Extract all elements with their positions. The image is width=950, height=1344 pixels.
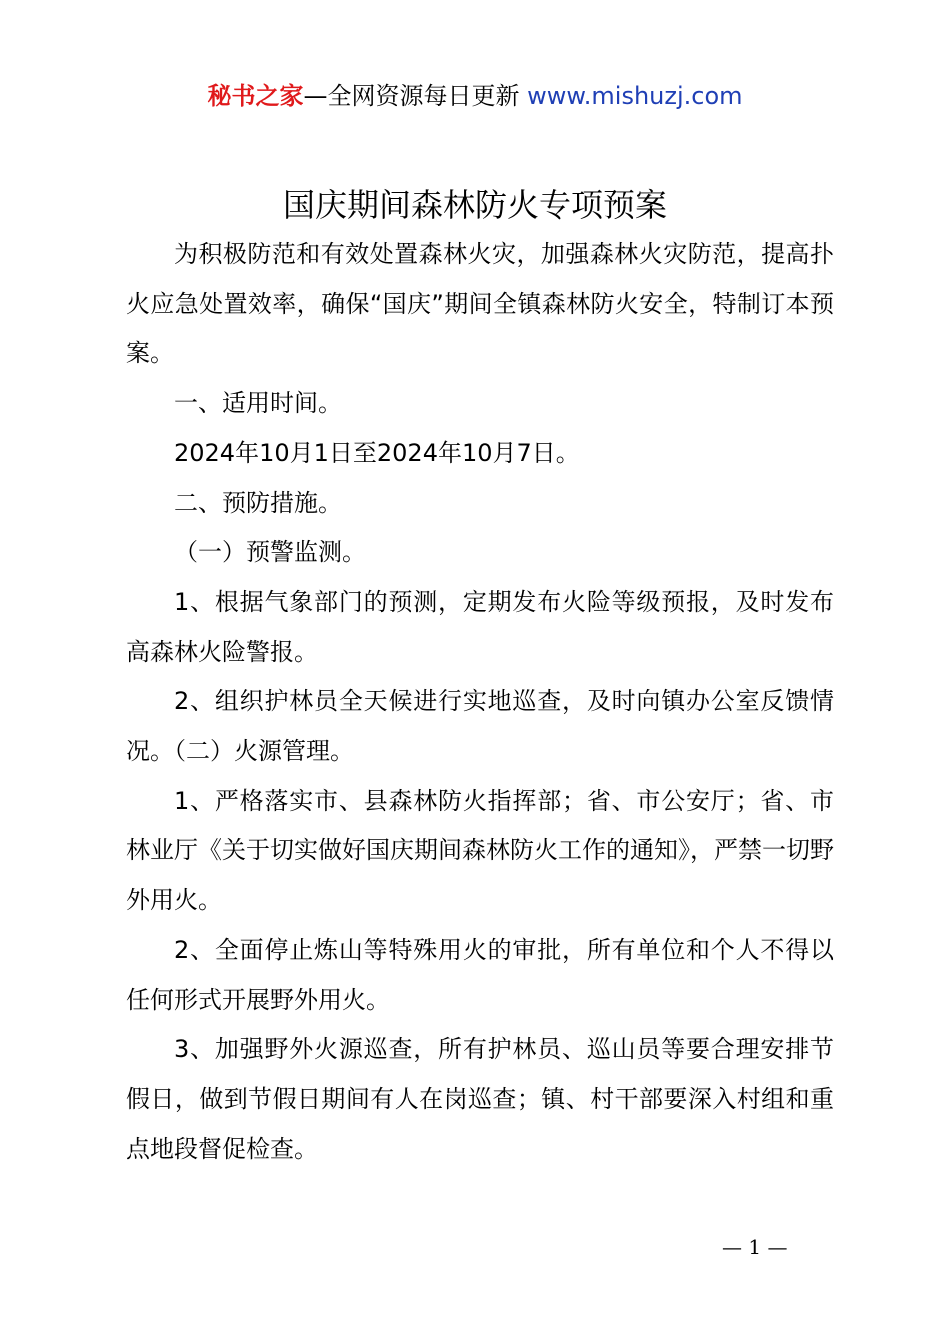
site-url-link[interactable]: www.mishuzj.com: [527, 82, 743, 110]
section-heading-applicable-time: 一、适用时间。: [174, 389, 342, 418]
list-item-paragraph: 1、严格落实市、县森林防火指挥部；省、市公安厅；省、市林业厅《关于切实做好国庆期间森林防火工作的通知》，严禁一切野外用火。: [126, 786, 834, 915]
intro-paragraph: 为积极防范和有效处置森林火灾，加强森林火灾防范，提高扑火应急处置效率，确保“国庆”期间全镇森林防火安全，特制订本预案。: [126, 240, 834, 368]
list-item-paragraph: 1、根据气象部门的预测，定期发布火险等级预报，及时发布高森林火险警报。: [126, 587, 834, 666]
page-number: — 1 —: [722, 1235, 788, 1259]
date-range-paragraph: 2024年10月1日至2024年10月7日。: [174, 438, 580, 467]
banner-tagline: —全网资源每日更新: [303, 82, 520, 110]
list-item-paragraph: 2、全面停止炼山等特殊用火的审批，所有单位和个人不得以任何形式开展野外用火。: [126, 935, 834, 1014]
brand-name: 秘书之家: [207, 82, 304, 110]
section-heading-prevention: 二、预防措施。: [174, 488, 342, 517]
list-item-paragraph: 2、组织护林员全天候进行实地巡查，及时向镇办公室反馈情况。（二）火源管理。: [126, 687, 834, 766]
document-body: [126, 230, 834, 1174]
list-item-paragraph: 3、加强野外火源巡查，所有护林员、巡山员等要合理安排节假日，做到节假日期间有人在岗巡查；镇、村干部要深入村组和重点地段督促检查。: [126, 1035, 834, 1163]
subsection-heading-warning: （一）预警监测。: [174, 538, 366, 567]
site-banner: [0, 80, 950, 112]
document-title: 国庆期间森林防火专项预案: [282, 186, 667, 224]
